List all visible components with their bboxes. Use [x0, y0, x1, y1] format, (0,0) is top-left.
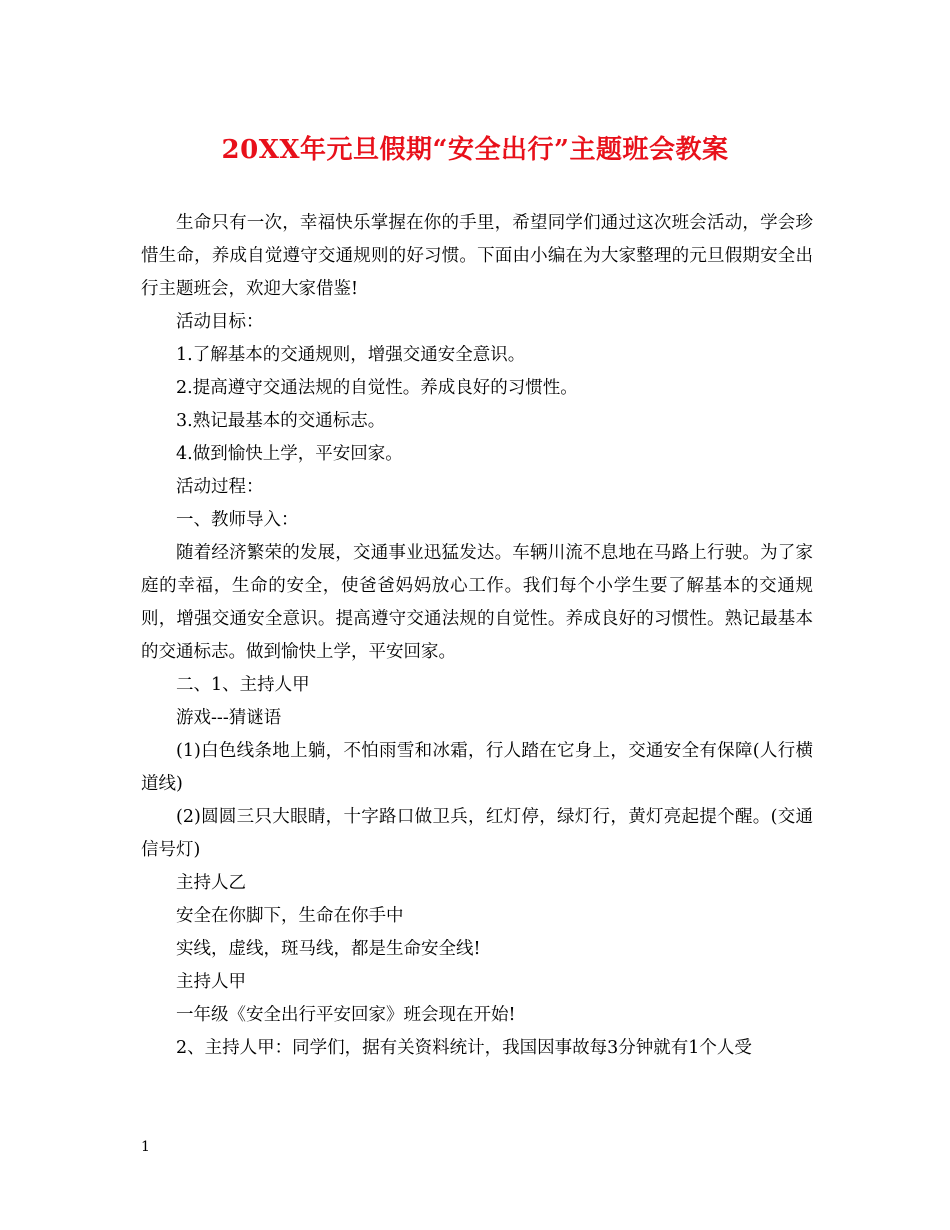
page-number: 1 — [141, 1139, 150, 1155]
paragraph: 一年级《安全出行平安回家》班会现在开始! — [176, 1005, 516, 1025]
paragraph: 2、主持人甲：同学们，据有关资料统计，我国因事故每3分钟就有1个人受 — [176, 1038, 752, 1058]
paragraph: 二、1、主持人甲 — [176, 675, 310, 695]
paragraph: 游戏---猜谜语 — [176, 708, 282, 728]
paragraph: 一、教师导入： — [176, 510, 299, 530]
paragraph: (2)圆圆三只大眼睛，十字路口做卫兵，红灯停，绿灯行，黄灯亮起提个醒。(交通信号灯) — [141, 807, 813, 860]
paragraph: 生命只有一次，幸福快乐掌握在你的手里，希望同学们通过这次班会活动，学会珍惜生命，养成自觉遵守交通规则的好习惯。下面由小编在为大家整理的元旦假期安全出行主题班会，欢迎大家借鉴! — [141, 213, 813, 299]
paragraph: 4.做到愉快上学，平安回家。 — [176, 444, 403, 464]
paragraph: (1)白色线条地上躺，不怕雨雪和冰霜，行人踏在它身上，交通安全有保障(人行横道线) — [141, 741, 813, 794]
paragraph: 实线，虚线，斑马线，都是生命安全线! — [176, 939, 481, 959]
paragraph: 安全在你脚下，生命在你手中 — [176, 906, 404, 926]
paragraph: 主持人乙 — [176, 873, 246, 893]
paragraph: 随着经济繁荣的发展，交通事业迅猛发达。车辆川流不息地在马路上行驶。为了家庭的幸福，生命的安全，使爸爸妈妈放心工作。我们每个小学生要了解基本的交通规则，增强交通安全意识。提高遵守交通法规的自觉性。养成良好的习惯性。熟记最基本的交通标志。做到愉快上学，平安回家。 — [141, 543, 813, 662]
paragraph: 3.熟记最基本的交通标志。 — [176, 411, 386, 431]
paragraph: 主持人甲 — [176, 972, 246, 992]
document-title: 20XX年元旦假期“安全出行”主题班会教案 — [221, 135, 729, 165]
paragraph: 2.提高遵守交通法规的自觉性。养成良好的习惯性。 — [176, 378, 578, 398]
document-body — [141, 207, 813, 1065]
paragraph: 活动目标： — [176, 312, 264, 332]
paragraph: 活动过程： — [176, 477, 264, 497]
paragraph: 1.了解基本的交通规则，增强交通安全意识。 — [176, 345, 526, 365]
